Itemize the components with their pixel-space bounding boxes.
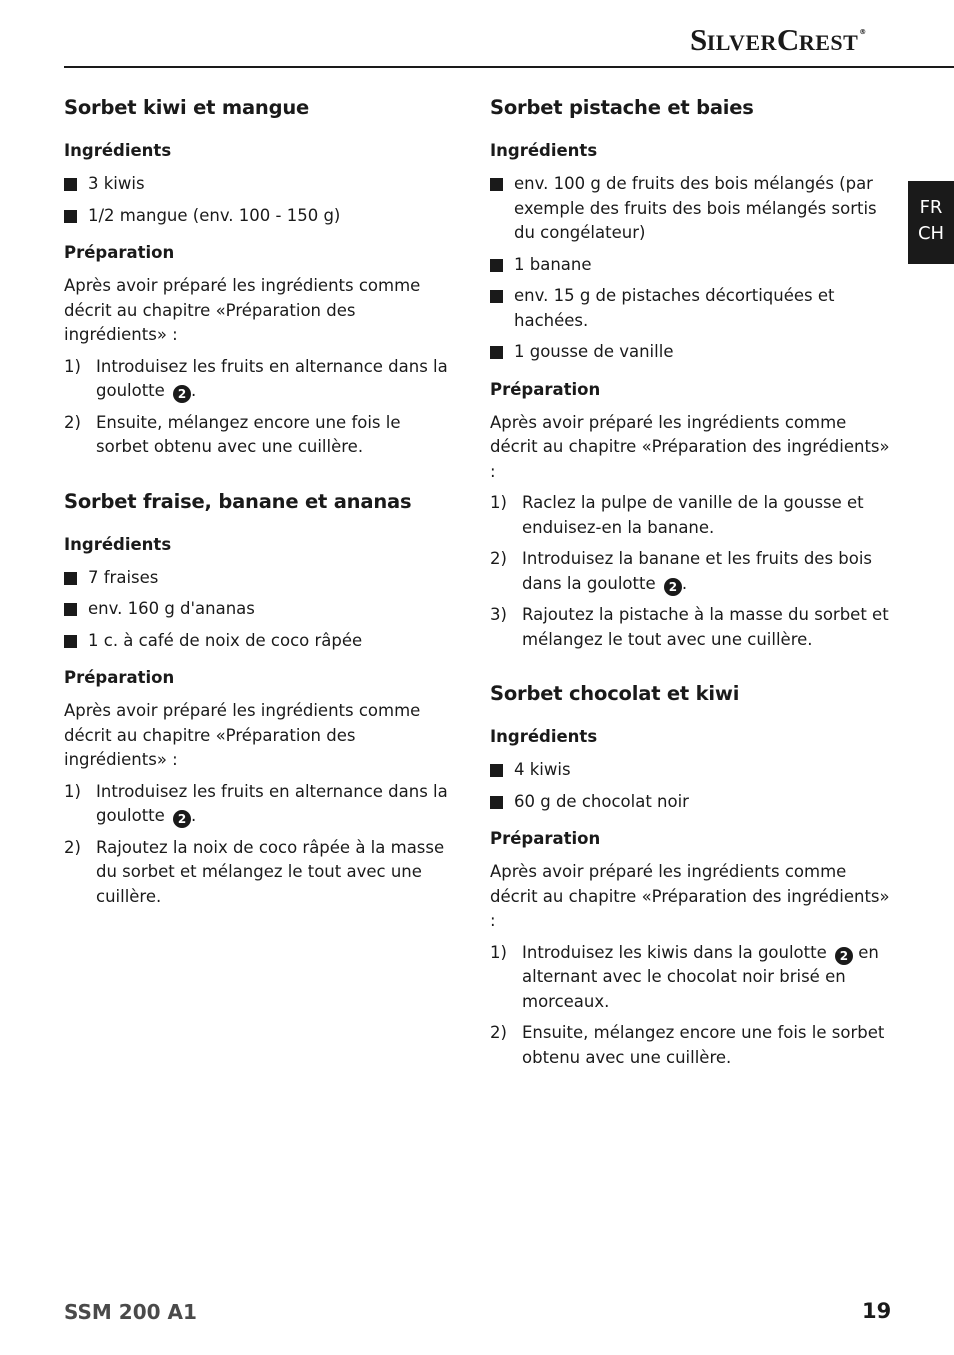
language-tab — [908, 181, 954, 264]
language-tab-fr: FR — [919, 197, 943, 218]
list-item: 4 kiwis — [490, 758, 892, 783]
step-text: Raclez la pulpe de vanille de la gousse et enduisez-en la banane. — [522, 493, 864, 537]
ingredients-list — [64, 566, 458, 654]
language-tab-ch: CH — [917, 223, 945, 244]
steps-list — [64, 780, 458, 910]
list-item: 1 c. à café de noix de coco râpée — [64, 629, 458, 654]
list-item — [490, 603, 892, 652]
step-number: 3) — [490, 605, 507, 624]
list-item — [64, 411, 458, 460]
preparation-heading: Préparation — [64, 668, 175, 687]
brand-logo: SILVERCREST® — [690, 22, 867, 57]
step-number: 1) — [490, 942, 507, 962]
preparation-intro: Après avoir préparé les ingrédients comme décrit au chapitre «Préparation des ingrédients» : — [490, 412, 890, 481]
step-text-end: . — [191, 806, 197, 825]
step-text-end: . — [191, 381, 197, 400]
step-text: Introduisez les kiwis dans la goulotte — [522, 942, 832, 962]
model-number: SSM 200 A1 — [64, 1300, 197, 1324]
step-text: Rajoutez la pistache à la masse du sorbet et mélangez le tout avec une cuillère. — [522, 605, 889, 649]
recipe-sorbet-fraise-banane-ananas — [64, 488, 458, 910]
step-number: 2) — [64, 837, 81, 857]
part-reference-badge: 2 — [173, 385, 191, 403]
header-rule — [64, 66, 954, 68]
step-text: Ensuite, mélangez encore une fois le sorbet obtenu avec une cuillère. — [522, 1023, 885, 1067]
ingredients-heading: Ingrédients — [490, 727, 598, 746]
step-text: Introduisez les fruits en alternance dans la goulotte — [96, 781, 448, 825]
step-number: 1) — [64, 356, 81, 376]
ingredients-list — [64, 172, 458, 228]
ingredients-list — [490, 172, 892, 365]
recipe-title: Sorbet kiwi et mangue — [64, 96, 310, 119]
step-number: 2) — [64, 412, 81, 432]
step-text: Introduisez les fruits en alternance dans la goulotte — [96, 356, 448, 400]
step-text-end: en alternant avec le chocolat noir brisé en morceaux. — [522, 942, 879, 1011]
steps-list — [490, 941, 892, 1071]
step-text: Ensuite, mélangez encore une fois le sorbet obtenu avec une cuillère. — [96, 412, 401, 456]
list-item: 1/2 mangue (env. 100 - 150 g) — [64, 204, 458, 229]
step-number: 1) — [64, 781, 81, 801]
list-item — [490, 547, 892, 596]
ingredients-list — [490, 758, 892, 814]
preparation-heading: Préparation — [490, 379, 601, 399]
list-item: 1 gousse de vanille — [490, 340, 892, 365]
list-item: 7 fraises — [64, 566, 458, 591]
list-item — [490, 491, 892, 540]
preparation-intro: Après avoir préparé les ingrédients comme décrit au chapitre «Préparation des ingrédients» : — [490, 862, 890, 930]
list-item: env. 100 g de fruits des bois mélangés (par exemple des fruits des bois mélangés sortis du congélateur) — [490, 172, 892, 246]
right-column — [490, 94, 892, 1086]
list-item — [64, 836, 458, 910]
recipe-title: Sorbet pistache et baies — [490, 96, 754, 119]
steps-list — [64, 355, 458, 460]
recipe-sorbet-pistache-baies — [490, 94, 892, 652]
list-item — [490, 941, 892, 1015]
step-text: Rajoutez la noix de coco râpée à la masse du sorbet et mélangez le tout avec une cuillère. — [96, 837, 445, 906]
list-item: 3 kiwis — [64, 172, 458, 197]
ingredients-heading: Ingrédients — [490, 141, 598, 160]
part-reference-badge: 2 — [664, 578, 682, 596]
list-item: env. 15 g de pistaches décortiquées et hachées. — [490, 284, 892, 333]
left-column — [64, 94, 458, 925]
step-number: 2) — [490, 1023, 507, 1042]
list-item — [64, 780, 458, 829]
recipe-title: Sorbet fraise, banane et ananas — [64, 489, 412, 513]
page-number: 19 — [862, 1299, 892, 1323]
list-item: 60 g de chocolat noir — [490, 790, 892, 815]
list-item — [490, 1021, 892, 1070]
list-item: 1 banane — [490, 253, 892, 278]
preparation-heading: Préparation — [490, 829, 601, 848]
step-number: 2) — [490, 549, 507, 568]
step-text: Introduisez la banane et les fruits des bois dans la goulotte — [522, 549, 873, 593]
preparation-heading: Préparation — [64, 243, 175, 262]
list-item — [64, 355, 458, 404]
preparation-intro: Après avoir préparé les ingrédients comme décrit au chapitre «Préparation des ingrédients» : — [64, 276, 421, 344]
recipe-sorbet-chocolat-kiwi — [490, 680, 892, 1070]
steps-list — [490, 491, 892, 652]
recipe-sorbet-kiwi-mangue — [64, 94, 458, 460]
ingredients-heading: Ingrédients — [64, 141, 172, 160]
part-reference-badge: 2 — [835, 947, 853, 965]
ingredients-heading: Ingrédients — [64, 534, 172, 554]
step-number: 1) — [490, 493, 507, 512]
list-item: env. 160 g d'ananas — [64, 597, 458, 622]
part-reference-badge: 2 — [173, 810, 191, 828]
preparation-intro: Après avoir préparé les ingrédients comme décrit au chapitre «Préparation des ingrédients» : — [64, 701, 421, 769]
step-text-end: . — [681, 573, 688, 593]
recipe-title: Sorbet chocolat et kiwi — [490, 682, 740, 705]
